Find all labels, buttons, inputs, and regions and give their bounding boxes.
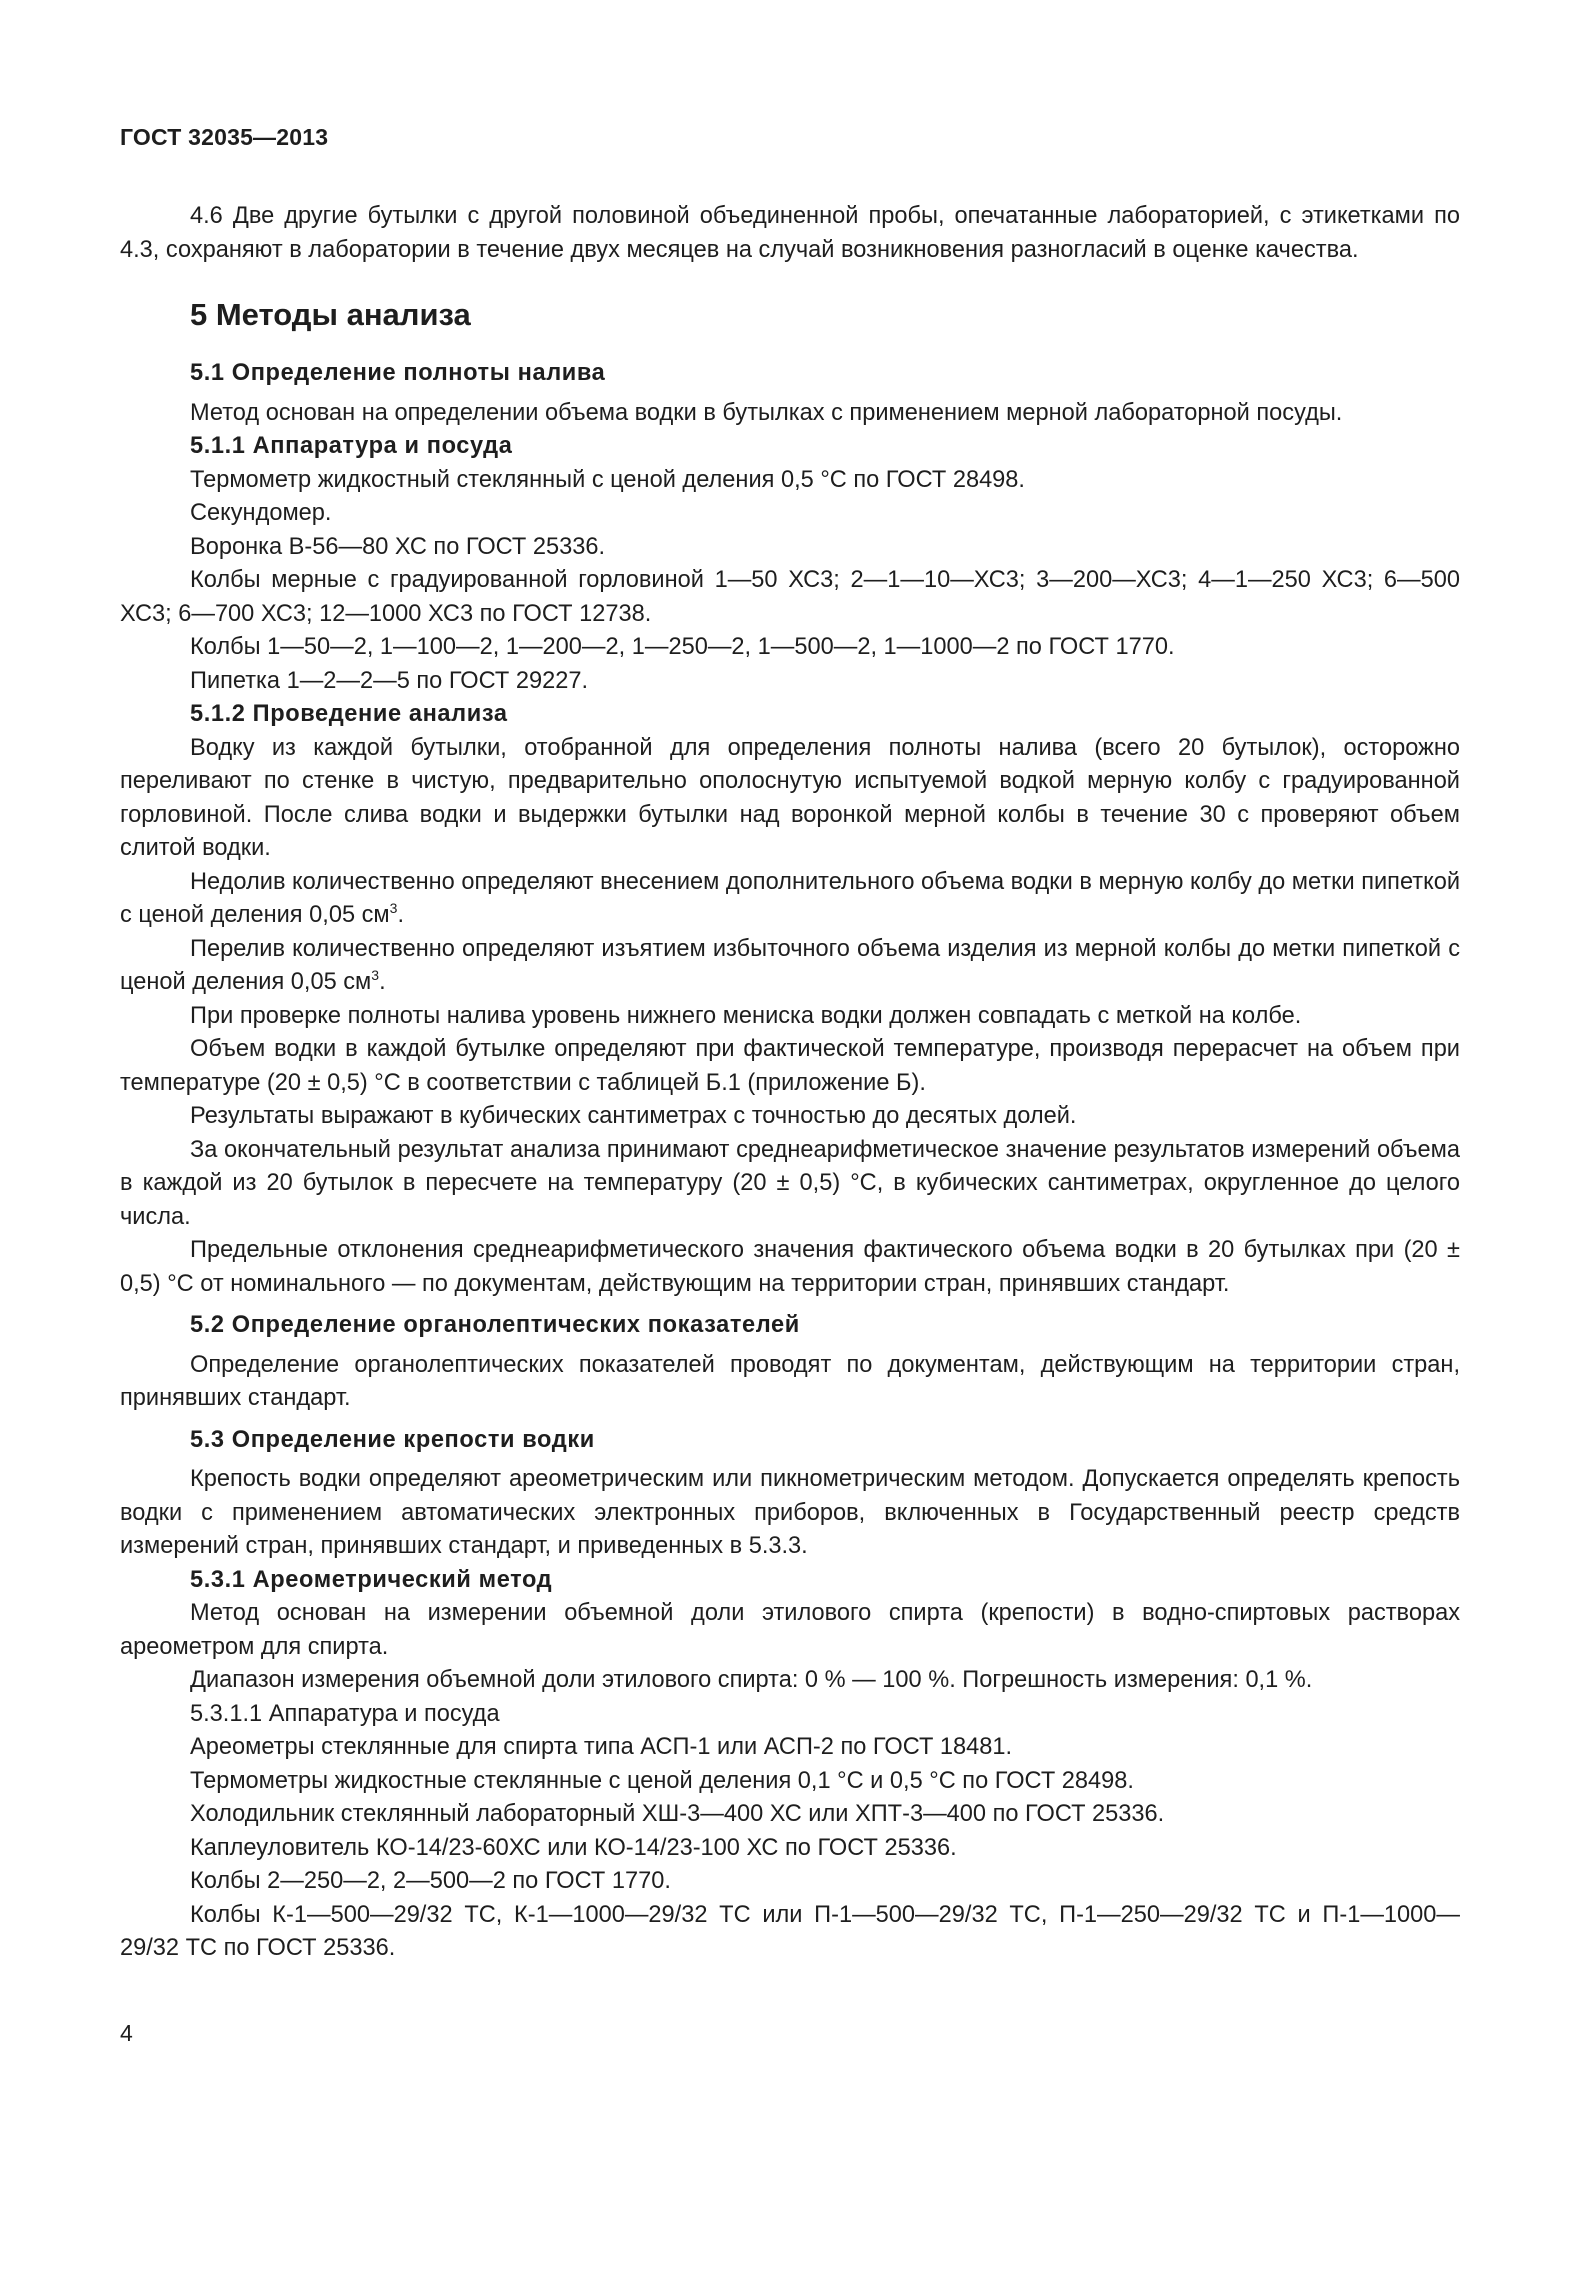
heading-5-1-2: 5.1.2 Проведение анализа	[190, 701, 508, 727]
page-number: 4	[120, 2020, 133, 2046]
document-body	[120, 200, 1460, 1966]
item-funnel: Воронка В-56—80 ХС по ГОСТ 25336.	[190, 533, 606, 560]
paragraph-limits: Предельные отклонения среднеарифметического значения фактического объема водки в 20 бутылках при (20 ± 0,5) °С от номинального — по документам, действующим на территории стран, принявших стандарт.	[120, 1237, 1460, 1297]
period: .	[379, 969, 386, 995]
paragraph-analysis: Водку из каждой бутылки, отобранной для определения полноты налива (всего 20 бутылок), осторожно переливают по стенке в чистую, предварительно ополоснутую испытуемой водкой мерную колбу с градуированной горловиной. После слива водки и выдержки бутылки над воронкой мерной колбы в течение 30 с проверяют объем слитой водки.	[120, 734, 1460, 861]
item-stopwatch: Секундомер.	[190, 500, 332, 526]
paragraph-5-2: Определение органолептических показателей проводят по документам, действующим на территории стран, принявших стандарт.	[120, 1351, 1460, 1411]
paragraph-5-3: Крепость водки определяют ареометрическим или пикнометрическим методом. Допускается определять крепость водки с применением автоматических электронных приборов, включенных в Государственный реестр средств измерений стран, принявших стандарт, и приведенных в 5.3.3.	[120, 1466, 1460, 1559]
section-heading-5: 5 Методы анализа	[190, 297, 471, 332]
heading-5-1: 5.1 Определение полноты налива	[190, 360, 606, 386]
item-flasks-k: Колбы К-1—500—29/32 ТС, К-1—1000—29/32 ТС или П-1—500—29/32 ТС, П-1—250—29/32 ТС и П-1—1000—29/32 ТС по ГОСТ 25336.	[120, 1901, 1460, 1961]
item-thermometers: Термометры жидкостные стеклянные с ценой деления 0,1 °С и 0,5 °С по ГОСТ 28498.	[190, 1767, 1134, 1794]
item-graduated-flasks: Колбы мерные с градуированной горловиной 1—50 ХС3; 2—1—10—ХС3; 3—200—ХС3; 4—1—250 ХС3; 6—500 ХС3; 6—700 ХС3; 12—1000 ХС3 по ГОСТ 12738.	[120, 567, 1460, 627]
superscript-3: 3	[389, 900, 398, 916]
overfill-text: Перелив количественно определяют изъятием избыточного объема изделия из мерной колбы до метки пипеткой с ценой деления 0,05 см	[120, 935, 1460, 995]
paragraph-meniscus: При проверке полноты налива уровень нижнего мениска водки должен совпадать с меткой на колбе.	[190, 1002, 1302, 1029]
heading-5-3-1: 5.3.1 Ареометрический метод	[190, 1566, 553, 1593]
heading-5-3-1-1: 5.3.1.1 Аппаратура и посуда	[190, 1700, 500, 1727]
underfill-text: Недолив количественно определяют внесением дополнительного объема водки в мерную колбу до метки пипеткой с ценой деления 0,05 см	[120, 868, 1460, 928]
paragraph-5-3-1: Метод основан на измерении объемной доли этилового спирта (крепости) в водно-спиртовых растворах ареометром для спирта.	[120, 1600, 1460, 1660]
heading-5-2: 5.2 Определение органолептических показателей	[190, 1312, 800, 1338]
document-header: ГОСТ 32035—2013	[120, 124, 329, 150]
paragraph-4-6: 4.6 Две другие бутылки с другой половиной объединенной пробы, опечатанные лабораторией, с этикетками по 4.3, сохраняют в лаборатории в течение двух месяцев на случай возникновения разногласий в оценке качества.	[120, 203, 1460, 263]
paragraph-volume: Объем водки в каждой бутылке определяют при фактической температуре, производя перерасчет на объем при температуре (20 ± 0,5) °С в соответствии с таблицей Б.1 (приложение Б).	[120, 1036, 1460, 1096]
paragraph-overfill	[120, 933, 1460, 1000]
item-cooler: Холодильник стеклянный лабораторный ХШ-3—400 ХС или ХПТ-3—400 по ГОСТ 25336.	[190, 1801, 1165, 1827]
item-pipette: Пипетка 1—2—2—5 по ГОСТ 29227.	[190, 667, 589, 694]
heading-5-3: 5.3 Определение крепости водки	[190, 1426, 595, 1453]
item-flasks-2: Колбы 2—250—2, 2—500—2 по ГОСТ 1770.	[190, 1868, 671, 1894]
paragraph-underfill	[120, 866, 1460, 933]
heading-5-1-1: 5.1.1 Аппаратура и посуда	[190, 433, 513, 459]
paragraph-results: Результаты выражают в кубических сантиметрах с точностью до десятых долей.	[190, 1103, 1077, 1129]
item-thermometer: Термометр жидкостный стеклянный с ценой деления 0,5 °С по ГОСТ 28498.	[190, 466, 1025, 493]
paragraph-final-result: За окончательный результат анализа принимают среднеарифметическое значение результатов измерений объема в каждой из 20 бутылок в пересчете на температуру (20 ± 0,5) °С, в кубических сантиметрах, округленное до целого числа.	[120, 1136, 1460, 1230]
paragraph-range: Диапазон измерения объемной доли этилового спирта: 0 % — 100 %. Погрешность измерения: 0,1 %.	[190, 1667, 1313, 1693]
superscript-3: 3	[371, 967, 380, 983]
item-areometers: Ареометры стеклянные для спирта типа АСП-1 или АСП-2 по ГОСТ 18481.	[190, 1734, 1013, 1760]
item-drop-catcher: Каплеуловитель КО-14/23-60ХС или КО-14/23-100 ХС по ГОСТ 25336.	[190, 1834, 957, 1861]
item-flasks: Колбы 1—50—2, 1—100—2, 1—200—2, 1—250—2, 1—500—2, 1—1000—2 по ГОСТ 1770.	[190, 634, 1175, 660]
paragraph-5-1-method: Метод основан на определении объема водки в бутылках с применением мерной лабораторной посуды.	[190, 399, 1343, 426]
period: .	[397, 902, 404, 928]
